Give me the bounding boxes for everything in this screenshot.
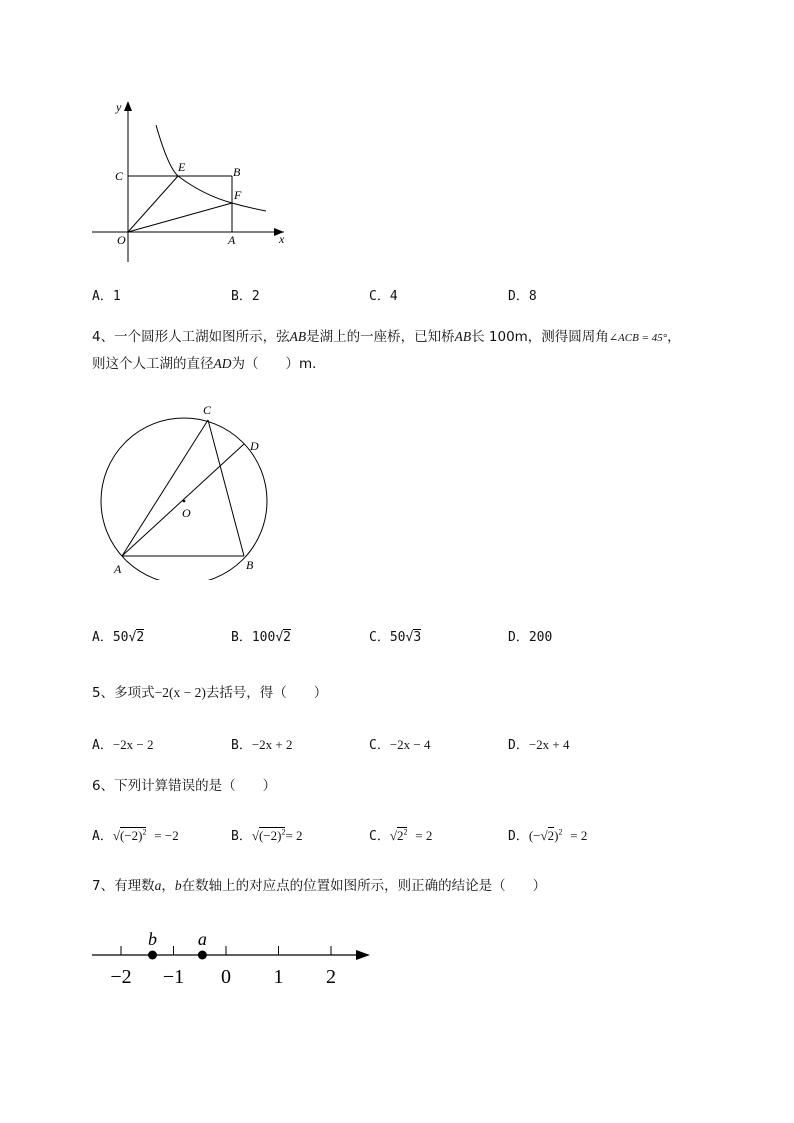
point-c-label: C (203, 403, 212, 417)
tick-label: 0 (221, 966, 231, 988)
q3-option-d[interactable] (508, 285, 537, 304)
hyperbola-curve (156, 125, 266, 211)
radical-expression: $(-√2)^2$ (528, 827, 563, 843)
option-coef: 100 (251, 630, 276, 645)
radical-sign: √ (405, 630, 414, 645)
point-o-label: O (117, 233, 126, 247)
tick-label: −2 (110, 966, 132, 988)
option-coef: 50 (112, 630, 129, 645)
option-letter: B． (231, 289, 252, 304)
tick-label: 2 (326, 966, 336, 988)
option-letter: B． (231, 630, 252, 645)
option-text: 4 (389, 289, 398, 304)
chord-ab: AB (454, 329, 472, 344)
radical-sign: √ (275, 630, 284, 645)
point-o-label: O (182, 506, 191, 520)
radicand: 2 (136, 630, 145, 645)
option-text: 1 (112, 289, 121, 304)
number-line-arrow (356, 950, 370, 960)
option-letter: B． (231, 829, 252, 844)
radicand: 2 (283, 630, 291, 645)
point-b-label: B (233, 165, 241, 179)
option-letter: D． (508, 289, 529, 304)
option-letter: D． (508, 630, 529, 645)
point-b-dot (148, 951, 157, 960)
radical-expression: $√(-2)^2$ (251, 827, 286, 843)
segment-oe (128, 176, 178, 232)
q6-option-a[interactable] (92, 825, 179, 844)
q5-expression: −2(x − 2) (154, 685, 206, 700)
radical-expression: $√2^2$ (389, 827, 408, 843)
option-coef: 50 (389, 630, 406, 645)
q4-option-c[interactable] (369, 626, 421, 645)
var-a: a (154, 878, 162, 893)
option-letter: C． (369, 738, 390, 753)
option-letter: C． (369, 289, 390, 304)
q7-number-line (88, 920, 378, 995)
point-a-label: A (228, 233, 236, 247)
option-text: −2x + 2 (251, 737, 293, 752)
q7-stem (92, 874, 546, 894)
q5-option-a[interactable] (92, 734, 154, 753)
q4-option-d[interactable] (508, 626, 552, 645)
option-letter: D． (508, 738, 529, 753)
x-axis-label: x (279, 232, 285, 246)
q5-text: 5、多项式 (92, 685, 155, 701)
radical-sign: √ (128, 630, 137, 645)
q6-text: 6、下列计算错误的是（ ） (92, 778, 277, 794)
q4-option-a[interactable] (92, 626, 144, 645)
radical-expression: $√(-2)^2$ (112, 827, 147, 843)
point-c-label: C (115, 169, 124, 183)
option-result: = 2 (570, 828, 588, 843)
q5-option-b[interactable] (231, 734, 293, 753)
tick-label: −1 (162, 966, 185, 988)
q3-option-b[interactable] (231, 285, 260, 304)
point-b-label: b (148, 929, 157, 949)
radicand: 3 (413, 630, 422, 645)
q6-stem (92, 774, 276, 794)
option-letter: B． (231, 738, 252, 753)
q7-text: ， (161, 878, 175, 894)
point-a-dot (198, 951, 207, 960)
q4-option-b[interactable] (231, 626, 291, 645)
diameter-ad-line (122, 444, 244, 556)
point-f-label: F (234, 188, 242, 202)
option-result: = 2 (415, 828, 433, 843)
var-b: b (174, 878, 182, 893)
diameter-ad: AD (213, 356, 232, 371)
angle-acb: ∠ACB = 45° (608, 332, 668, 344)
q4-text: 长 100m，测得圆周角 (471, 329, 609, 345)
option-text: −2x + 4 (528, 737, 570, 752)
chord-ab: AB (289, 329, 307, 344)
q5-stem (92, 681, 327, 701)
q5-option-d[interactable] (508, 734, 570, 753)
center-point (183, 500, 186, 503)
option-coef: 200 (528, 630, 553, 645)
y-axis-arrow (124, 101, 132, 111)
option-letter: C． (369, 630, 390, 645)
number-line-ticks (110, 946, 336, 988)
option-letter: A． (92, 630, 113, 645)
segment-ac (122, 420, 208, 556)
q4-stem-line1 (92, 325, 681, 345)
q4-text: ， (667, 329, 681, 345)
point-a-label: A (114, 562, 122, 576)
q3-option-c[interactable] (369, 285, 398, 304)
q5-option-c[interactable] (369, 734, 431, 753)
q4-stem-line2 (92, 352, 326, 372)
option-result: = 2 (285, 828, 303, 843)
option-text: 2 (251, 289, 260, 304)
segment-cb (208, 420, 244, 556)
q4-text: 4、一个圆形人工湖如图所示，弦 (92, 329, 290, 345)
q7-text: 在数轴上的对应点的位置如图所示，则正确的结论是（ ） (181, 878, 547, 894)
y-axis-label: y (116, 100, 122, 114)
tick-label: 1 (273, 966, 284, 988)
q6-option-d[interactable] (508, 825, 587, 844)
option-letter: A． (92, 738, 113, 753)
option-letter: A． (92, 289, 113, 304)
option-text: −2x − 2 (112, 737, 154, 752)
option-text: −2x − 4 (389, 737, 431, 752)
option-text: 8 (528, 289, 537, 304)
q6-option-b[interactable] (231, 825, 303, 844)
point-d-label: D (250, 439, 259, 453)
q3-coordinate-figure (88, 95, 298, 265)
option-result: = −2 (154, 828, 179, 843)
option-letter: C． (369, 829, 390, 844)
q4-text: 为（ ）m． (231, 356, 326, 372)
segment-of (128, 203, 232, 232)
point-b-label: B (246, 558, 254, 572)
point-a-label: a (197, 929, 207, 949)
option-letter: D． (508, 829, 529, 844)
q4-text: 是湖上的一座桥，已知桥 (306, 329, 455, 345)
q7-text: 7、有理数 (92, 878, 155, 894)
q6-option-c[interactable] (369, 825, 432, 844)
point-e-label: E (178, 160, 186, 174)
q5-text: 去括号，得（ ） (205, 685, 328, 701)
q4-circle-figure (92, 398, 282, 580)
q3-option-a[interactable] (92, 285, 121, 304)
option-letter: A． (92, 829, 113, 844)
q4-text: 则这个人工湖的直径 (92, 356, 214, 372)
